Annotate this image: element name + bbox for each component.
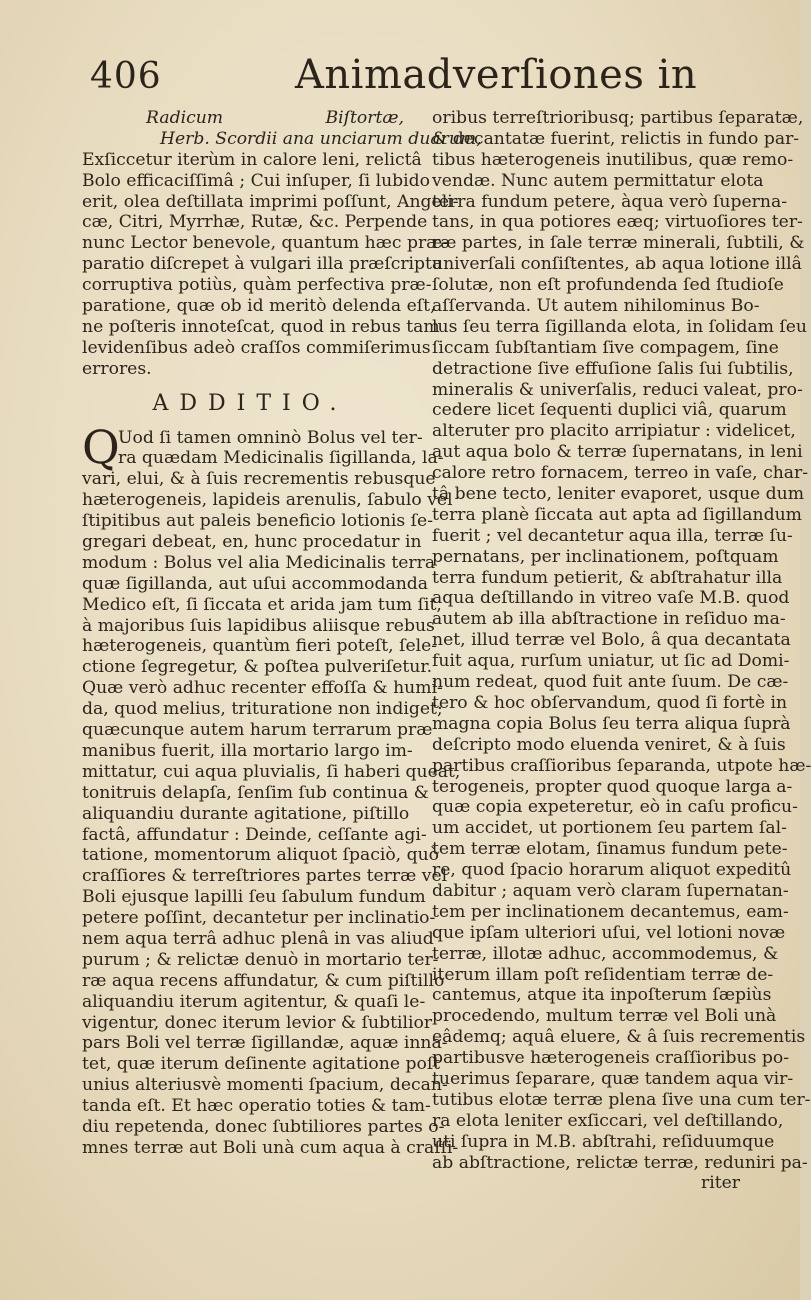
text-line: Medico eſt, ſi ſiccata et arida jam tum ſit,: [82, 594, 442, 615]
text-line: ctione ſegregetur, & poſtea pulveriſetur.: [82, 657, 433, 678]
text-line: petere poſſint, decantetur per inclinatio-: [82, 908, 436, 929]
text-line: tibus hæterogeneis inutilibus, quæ remo-: [432, 149, 794, 170]
dropcap-paragraph: [82, 419, 444, 474]
text-line: lus ſeu terra ſigillanda elota, in ſolidam ſeu: [432, 316, 807, 337]
left-column-top-text: [82, 108, 482, 380]
right-column: [432, 108, 811, 1194]
text-line: mnes terræ aut Boli unà cum aqua à craſſi-: [82, 1137, 459, 1158]
text-line: detractione ſive effuſione ſalis ſui ſubtilis,: [432, 358, 794, 379]
text-line: factâ, affundatur : Deinde, ceſſante agi-: [82, 824, 427, 845]
text-line: tuerimus ſeparare, quæ tandem aqua vir-: [432, 1068, 794, 1089]
text-line: autem ab illa abſtractione in reſiduo ma-: [432, 609, 786, 630]
text-line: manibus fuerit, illa mortario largo im-: [82, 740, 413, 761]
text-line: ra quædam Medicinalis ſigillanda, la-: [118, 448, 444, 469]
text-line: aqua deſtillando in vitreo vaſe M.B. quod: [432, 588, 790, 609]
text-line: re, quod ſpacio horarum aliquot expeditû: [432, 860, 792, 881]
text-line: Boli ejusque lapilli ſeu ſabulum fundum: [82, 887, 426, 908]
text-line: gregari debeat, en, hunc procedatur in: [82, 532, 422, 553]
text-line: num redeat, quod fuit ante ſuum. De cæ-: [432, 672, 789, 693]
text-line: tanda eſt. Et hæc operatio toties & tam-: [82, 1096, 431, 1117]
left-column-body-text: [82, 469, 461, 1158]
text-line: tem per inclinationem decantemus, eam-: [432, 901, 789, 922]
text-line: tonitruis delapſa, ſenſim ſub continua &: [82, 782, 429, 803]
text-line: net, illud terræ vel Bolo, â qua decantata: [432, 630, 791, 651]
text-line: cedere licet ſequenti duplici viâ, quarum: [432, 400, 787, 421]
text-line: purum ; & relictæ denuò in mortario ter-: [82, 949, 439, 970]
text-line: modum : Bolus vel alia Medicinalis terra: [82, 552, 436, 573]
dropcap-letter: Q: [82, 419, 120, 474]
text-line: fuerit ; vel decantetur aqua illa, terræ ſu-: [432, 525, 793, 546]
text-line: aliquandiu durante agitatione, piſtillo: [82, 803, 410, 824]
text-line: diu repetenda, donec ſubtiliores partes o-: [82, 1116, 445, 1137]
text-line: levidenſibus adeò craſſos commiſerimus: [82, 337, 431, 358]
text-line: terræ, illotæ adhuc, accommodemus, &: [432, 943, 779, 964]
text-line: tet, quæ iterum deſinente agitatione poſt: [82, 1054, 441, 1075]
text-line: ne poſteris innoteſcat, quod in rebus tam: [82, 316, 440, 337]
text-line: unius alteriusvè momenti ſpacium, decan-: [82, 1075, 448, 1096]
text-line: deſcripto modo eluenda veniret, & à ſuis: [432, 734, 786, 755]
page-header: [0, 48, 800, 108]
text-line: Quæ verò adhuc recenter effoſſa & humi-: [82, 678, 443, 699]
text-line: craſſiores & terreſtriores partes terræ vel: [82, 866, 448, 887]
text-line: & decantatæ fuerint, relictis in fundo par-: [432, 128, 800, 149]
text-line: univerſali conſiſtentes, ab aqua lotione illâ: [432, 254, 802, 275]
text-line: um accidet, ut portionem ſeu partem ſal-: [432, 818, 787, 839]
text-line: uti ſupra in M.B. abſtrahi, reſiduumque: [432, 1131, 775, 1152]
text-line: que ipſam ulteriori uſui, vel lotioni novæ: [432, 922, 786, 943]
text-line: quæ copia expeteretur, eò in caſu proficu-: [432, 797, 798, 818]
text-line: dabitur ; aquam verò claram ſupernatan-: [432, 880, 789, 901]
text-line: nem aqua terrâ adhuc plenâ in vas aliud: [82, 928, 434, 949]
text-line: terra fundum petere, àqua verò ſuperna-: [432, 191, 788, 212]
text-line: tem terræ elotam, ſinamus fundum pete-: [432, 839, 788, 860]
text-line: Bolo efficaciſſimâ ; Cui inſuper, ſi lubido: [82, 170, 430, 191]
text-line: ſtipitibus aut paleis beneficio lotionis ſe-: [82, 511, 434, 532]
text-line: ræ partes, in ſale terræ minerali, ſubtili, &: [432, 233, 805, 254]
dropcap-lines: [82, 427, 444, 470]
text-line: Herb. Scordii ana unciarum duarum,: [160, 128, 482, 149]
text-line: quæcunque autem harum terrarum præ: [82, 720, 433, 741]
text-line: quæ ſigillanda, aut uſui accommodanda: [82, 573, 429, 594]
text-line: da, quod melius, trituratione non indiget;: [82, 699, 443, 720]
text-line: tero & hoc obſervandum, quod ſi fortè in: [432, 692, 788, 713]
text-line: tâ bene tecto, leniter evaporet, usque dum: [432, 484, 805, 505]
running-head: Animadverſiones in: [295, 52, 698, 98]
text-line: alteruter pro placito arripiatur : videlicet,: [432, 421, 796, 442]
text-line: terra fundum petierit, & abſtrahatur illa: [432, 567, 783, 588]
left-column: [82, 108, 482, 1159]
text-line: terra planè ſiccata aut apta ad ſigillandum: [432, 504, 802, 525]
text-line: mittatur, cui aqua pluvialis, ſi haberi queat,: [82, 761, 461, 782]
text-line: procedendo, multum terræ vel Boli unà: [432, 1006, 777, 1027]
text-line: aut aqua bolo & terræ ſupernatans, in leni: [432, 442, 803, 463]
text-line: calore retro fornacem, terreo in vaſe, char-: [432, 463, 809, 484]
text-line: ſolutæ, non eſt profundenda ſed ſtudioſe: [432, 275, 784, 296]
section-heading: ADDITIO.: [152, 390, 348, 416]
text-line: ra elota leniter exſiccari, vel deſtillando,: [432, 1110, 784, 1131]
text-line: hæterogeneis, quantùm fieri poteſt, ſele-: [82, 636, 438, 657]
page-number: 406: [90, 56, 162, 97]
text-line: partibusve hæterogeneis craſſioribus po-: [432, 1048, 790, 1069]
text-line: terogeneis, propter quod quoque larga a-: [432, 776, 793, 797]
text-line: hæterogeneis, lapideis arenulis, ſabulo vel: [82, 490, 453, 511]
text-line: Radicum Biſtortæ,: [146, 108, 404, 128]
text-line: cantemus, atque ita inpoſterum ſæpiùs: [432, 985, 772, 1006]
text-line: corruptiva potiùs, quàm perfectiva præ-: [82, 275, 432, 296]
text-line: pernatans, per inclinationem, poſtquam: [432, 546, 779, 567]
text-line: iterum illam poſt reſidentiam terræ de-: [432, 964, 774, 985]
text-line: partibus craſſioribus ſeparanda, utpote hæ-: [432, 755, 811, 776]
text-line: aſſervanda. Ut autem nihilominus Bo-: [432, 296, 760, 317]
text-line: Exſiccetur iterùm in calore leni, relictâ: [82, 149, 422, 170]
text-line: paratione, quæ ob id meritò delenda eſt,: [82, 296, 436, 317]
text-line: errores.: [82, 358, 152, 379]
text-line: magna copia Bolus ſeu terra aliqua ſuprà: [432, 713, 791, 734]
text-line: ab abſtractione, relictæ terræ, reduniri pa-: [432, 1152, 808, 1173]
text-line: oribus terreſtrioribusq; partibus ſeparatæ,: [432, 108, 804, 128]
right-column-body-text: [432, 108, 811, 1173]
text-line: à majoribus ſuis lapidibus aliisque rebus: [82, 615, 435, 636]
text-line: mineralis & univerſalis, reduci valeat, pro-: [432, 379, 803, 400]
text-line: ræ aqua recens affundatur, & cum piſtillo: [82, 970, 445, 991]
text-line: Uod ſi tamen omninò Bolus vel ter-: [118, 427, 423, 448]
text-line: aliquandiu iterum agitentur, & quaſi le-: [82, 991, 426, 1012]
text-line: cæ, Citri, Myrrhæ, Rutæ, &c. Perpende: [82, 212, 428, 233]
catchword: riter: [700, 1173, 740, 1194]
text-line: vari, elui, & à ſuis recrementis rebusque: [82, 469, 436, 490]
text-line: pars Boli vel terræ ſigillandæ, aquæ inna-: [82, 1033, 448, 1054]
text-line: vendæ. Nunc autem permittatur elota: [432, 170, 764, 191]
text-line: fuit aqua, rurſum uniatur, ut ſic ad Domi-: [432, 651, 790, 672]
text-line: ſiccam ſubſtantiam ſive compagem, ſine: [432, 337, 779, 358]
text-line: eâdemq; aquâ eluere, & â ſuis recrementis: [432, 1027, 806, 1048]
text-line: nunc Lector benevole, quantum hæc præ-: [82, 233, 449, 254]
text-line: paratio diſcrepet à vulgari illa præſcripta: [82, 254, 443, 275]
text-line: tatione, momentorum aliquot ſpaciò, quò: [82, 845, 440, 866]
text-line: erit, olea deſtillata imprimi poſſunt, Angeli-: [82, 191, 459, 212]
text-line: tans, in qua potiores eæq; virtuoſiores ter-: [432, 212, 803, 233]
text-line: vigentur, donec iterum levior & ſubtilior: [82, 1012, 433, 1033]
text-line: tutibus elotæ terræ plena ſive una cum ter-: [432, 1089, 811, 1110]
